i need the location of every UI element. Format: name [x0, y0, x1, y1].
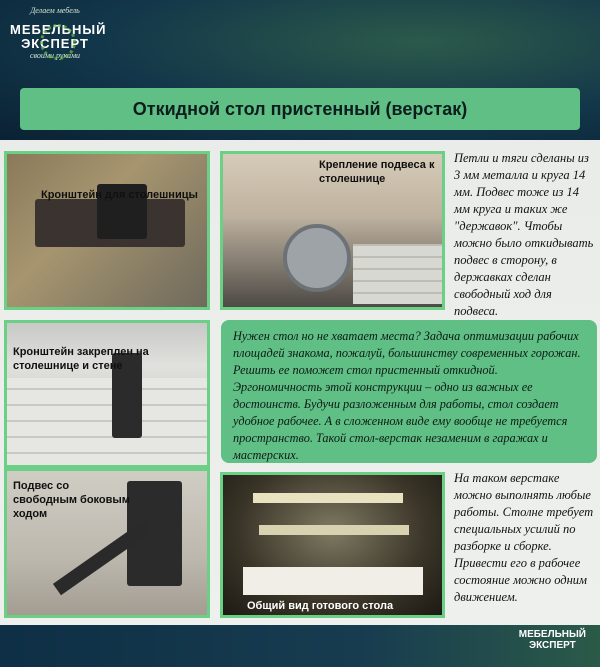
description-text-2: На таком верстаке можно выполнять любые работы. Столне требует специальных усилий по разборке и сборке. Привести его в рабочее состояние можно одним движением.: [454, 471, 594, 604]
nut-detail: [283, 224, 351, 292]
logo-brand-line1: МЕБЕЛЬНЫЙ: [10, 22, 107, 37]
footer-logo[interactable]: [519, 629, 586, 651]
photo-mount: [220, 151, 445, 310]
logo-tagline-top: Делаем мебель: [30, 6, 80, 15]
footer-logo-line1: МЕБЕЛЬНЫЙ: [518, 629, 586, 640]
footer-logo-line2: ЭКСПЕРТ: [528, 640, 576, 651]
photo-caption-3: Кронштейн закреплен на столешнице и стене: [13, 346, 149, 372]
page-title: Откидной стол пристенный (верстак): [20, 88, 580, 130]
photo-caption-5: Общий вид готового стола: [247, 600, 394, 612]
gear-icon: [40, 24, 76, 60]
brick-wall: [353, 244, 443, 304]
main-description: Нужен стол но не хватает места? Задача оптимизации рабочих площадей знакома, пожалуй, большинству современных горожан. Решить ее поможет стол пристенный откидной. Эргономичность этой конструкции – одно из важных ее достоинств. Будучи разложенным для работы, стол создает удобное рабочее. А в сложенном виде ему вообще не требуется пространство. Такой стол-верстак незаменим в гаражах и мастерских.: [221, 320, 597, 463]
shelf: [259, 525, 409, 535]
brand-logo[interactable]: [10, 6, 107, 76]
photo-caption-1: Кронштейн для столешницы: [41, 189, 198, 201]
logo-brand-line2: ЭКСПЕРТ: [21, 36, 89, 51]
table-top: [243, 567, 423, 595]
photo-overview: [220, 472, 445, 618]
brick-wall: [7, 378, 207, 468]
logo-tagline-bottom: своими руками: [29, 51, 81, 60]
photo-bracket-mounted: [4, 320, 210, 468]
photo-caption-2: Крепление подвеса к столешнице: [319, 159, 435, 185]
description-text-1: Петли и тяги сделаны из 3 мм металла и круга 14 мм. Подвес тоже из 14 мм круга и таких же "державок". Чтобы можно было откидывать подвес в сторону, в державках сделан свободный ход для подвеса.: [454, 151, 594, 318]
photo-hanger: [4, 468, 210, 618]
shelf: [253, 493, 403, 503]
photo-caption-4: Подвес со свободным боковым ходом: [13, 480, 130, 520]
footer: [0, 625, 600, 667]
photo-bracket: [4, 151, 210, 310]
